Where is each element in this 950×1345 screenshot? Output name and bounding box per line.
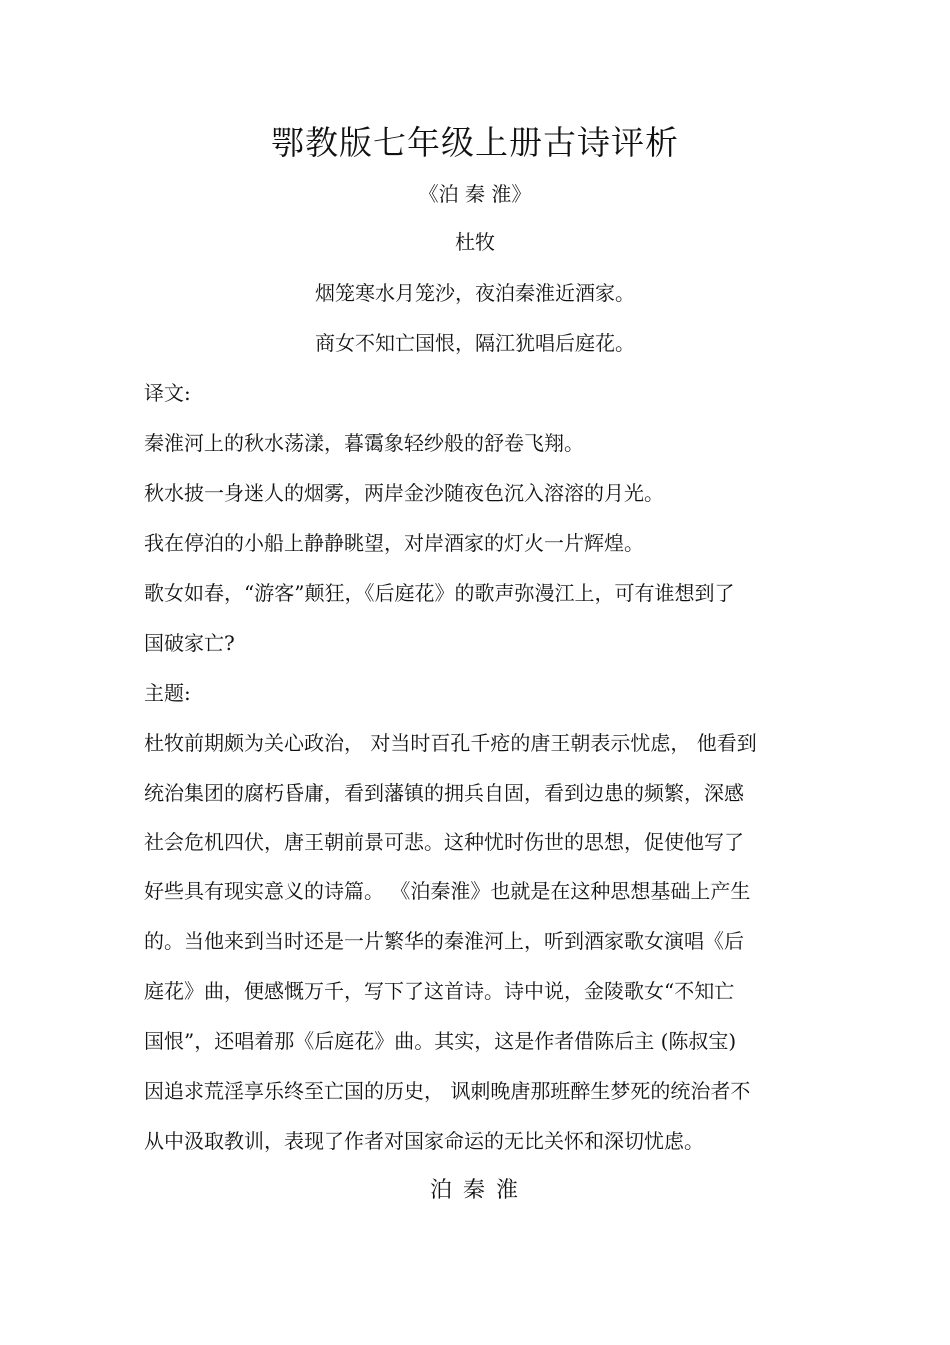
- theme-line: 国恨”，还唱着那《后庭花》曲。其实，这是作者借陈后主 (陈叔宝): [144, 1029, 737, 1053]
- translation-line: 秦淮河上的秋水荡漾，暮霭象轻纱般的舒卷飞翔。: [144, 431, 584, 455]
- translation-line: 秋水披一身迷人的烟雾，两岸金沙随夜色沉入溶溶的月光。: [144, 481, 664, 505]
- theme-line: 从中汲取教训，表现了作者对国家命运的无比关怀和深切忧虑。: [144, 1129, 704, 1153]
- theme-line: 统治集团的腐朽昏庸，看到藩镇的拥兵自固，看到边患的频繁，深感: [144, 781, 744, 805]
- theme-line: 好些具有现实意义的诗篇。 《泊秦淮》也就是在这种思想基础上产生: [144, 879, 751, 903]
- theme-line: 社会危机四伏，唐王朝前景可悲。这种忧时伤世的思想，促使他写了: [144, 830, 744, 854]
- section-title: 泊 秦 淮: [430, 1178, 520, 1203]
- poem-title: 《泊 秦 淮》: [418, 182, 532, 206]
- poem-line: 烟笼寒水月笼沙，夜泊秦淮近酒家。: [315, 281, 635, 305]
- translation-heading: 译文:: [144, 381, 191, 405]
- poem-line: 商女不知亡国恨，隔江犹唱后庭花。: [315, 331, 635, 355]
- document-title: 鄂教版七年级上册古诗评析: [271, 123, 679, 162]
- theme-line: 因追求荒淫享乐终至亡国的历史， 讽刺晚唐那班醉生梦死的统治者不: [144, 1079, 751, 1103]
- translation-line: 国破家亡?: [144, 631, 235, 655]
- translation-line: 歌女如春，“游客”颠狂，《后庭花》的歌声弥漫江上，可有谁想到了: [144, 581, 735, 605]
- poem-author: 杜牧: [455, 230, 495, 254]
- theme-line: 的。当他来到当时还是一片繁华的秦淮河上，听到酒家歌女演唱《后: [144, 929, 744, 953]
- theme-line: 杜牧前期颇为关心政治， 对当时百孔千疮的唐王朝表示忧虑， 他看到: [144, 731, 757, 755]
- theme-heading: 主题:: [144, 681, 191, 705]
- theme-line: 庭花》曲，便感慨万千，写下了这首诗。诗中说，金陵歌女“不知亡: [144, 979, 735, 1003]
- translation-line: 我在停泊的小船上静静眺望，对岸酒家的灯火一片辉煌。: [144, 531, 644, 555]
